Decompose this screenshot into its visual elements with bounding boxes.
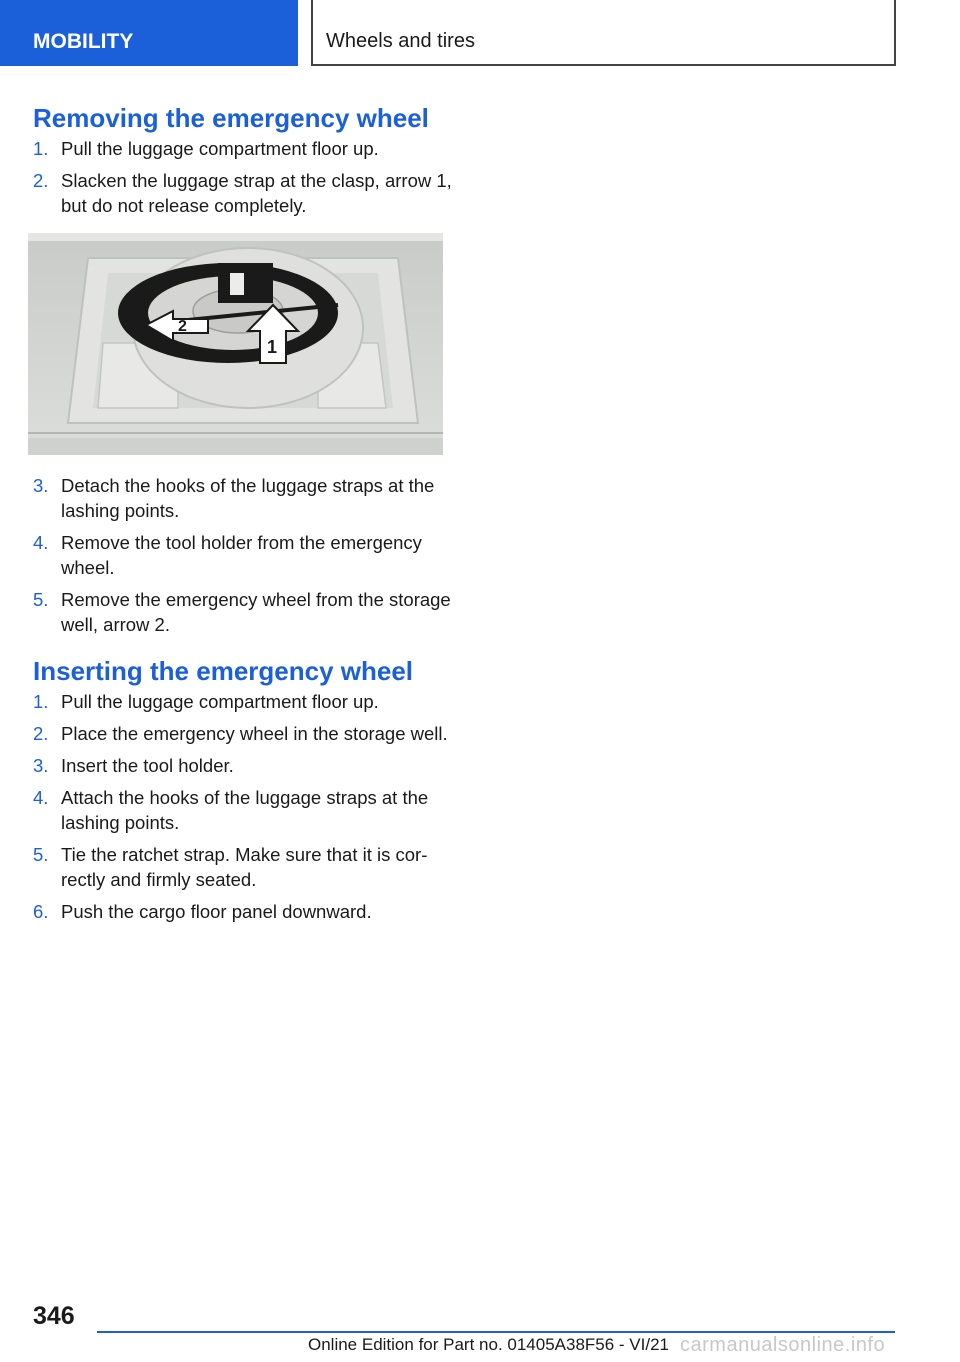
illustration-svg: [28, 233, 443, 455]
chapter-tab[interactable]: Wheels and tires: [311, 0, 896, 66]
step-text: Detach the hooks of the luggage straps at the lashing points.: [61, 475, 435, 521]
list-item: [33, 842, 453, 892]
page-number: 346: [33, 1302, 75, 1330]
step-number: 3.: [33, 755, 49, 776]
page-header: [0, 0, 960, 66]
list-item: [33, 530, 453, 580]
arrow-label-2: 2: [178, 318, 187, 335]
steps-removing-b: [33, 473, 453, 637]
steps-inserting: [33, 689, 453, 924]
footer-divider: [97, 1331, 895, 1333]
step-text: Slacken the luggage strap at the clasp, arrow 1, but do not release completely.: [61, 170, 452, 216]
list-item: [33, 721, 453, 746]
list-item: [33, 753, 453, 778]
step-number: 2.: [33, 170, 49, 191]
step-number: 6.: [33, 901, 49, 922]
list-item: [33, 473, 453, 523]
step-number: 3.: [33, 475, 49, 496]
section-tab[interactable]: MOBILITY: [0, 0, 298, 66]
watermark-text: carmanualsonline.info: [680, 1334, 886, 1356]
list-item: [33, 168, 453, 218]
step-text: Insert the tool holder.: [61, 755, 234, 776]
step-text: Remove the tool holder from the emergency wheel.: [61, 532, 422, 578]
edition-text: Online Edition for Part no. 01405A38F56 - VI/21: [308, 1335, 670, 1354]
step-number: 1.: [33, 138, 49, 159]
step-text: Push the cargo floor panel downward.: [61, 901, 372, 922]
heading-inserting: Inserting the emergency wheel: [33, 656, 414, 686]
step-number: 2.: [33, 723, 49, 744]
step-number: 1.: [33, 691, 49, 712]
heading-removing: Removing the emergency wheel: [33, 103, 429, 133]
step-text: Tie the ratchet strap. Make sure that it is correctly and firmly seated.: [61, 844, 428, 890]
step-number: 5.: [33, 589, 49, 610]
list-item: [33, 899, 453, 924]
list-item: [33, 136, 453, 161]
step-text: Remove the emergency wheel from the storage well, arrow 2.: [61, 589, 451, 635]
step-number: 4.: [33, 787, 49, 808]
page-content: [33, 100, 453, 931]
steps-removing-a: [33, 136, 453, 218]
step-number: 5.: [33, 844, 49, 865]
list-item: [33, 587, 453, 637]
step-text: Pull the luggage compartment floor up.: [61, 691, 379, 712]
step-text: Attach the hooks of the luggage straps at the lashing points.: [61, 787, 429, 833]
emergency-wheel-illustration: [28, 233, 443, 455]
list-item: [33, 689, 453, 714]
step-text: Place the emergency wheel in the storage well.: [61, 723, 448, 744]
arrow-label-1: 1: [267, 337, 278, 357]
list-item: [33, 785, 453, 835]
step-text: Pull the luggage compartment floor up.: [61, 138, 379, 159]
step-number: 4.: [33, 532, 49, 553]
